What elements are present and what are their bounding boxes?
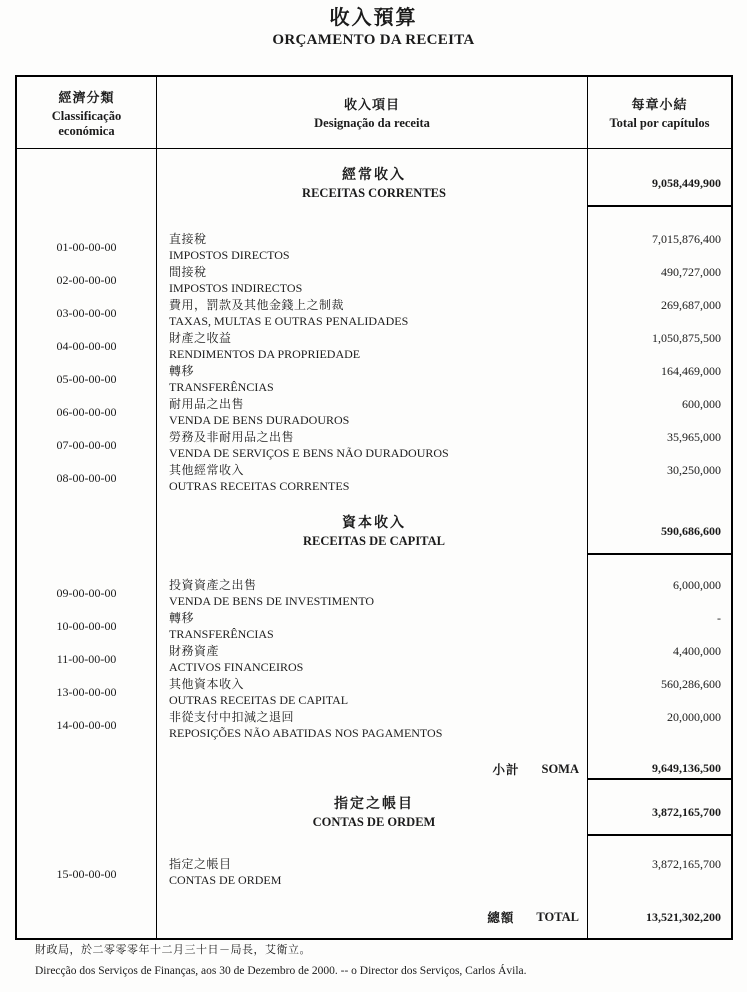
row-desc-zh: 財務資產 xyxy=(169,644,220,658)
subtotal-label-zh: 小計 xyxy=(492,763,520,777)
row-code: 09-00-00-00 xyxy=(17,577,157,610)
row-code: 05-00-00-00 xyxy=(17,363,157,396)
row-desc-pt: OUTRAS RECEITAS DE CAPITAL xyxy=(169,693,349,707)
header-revenue-designation xyxy=(157,77,588,148)
row-desc-pt: REPOSIÇÕES NÃO ABATIDAS NOS PAGAMENTOS xyxy=(169,726,443,740)
table-body xyxy=(17,149,731,938)
row-code: 14-00-00-00 xyxy=(17,709,157,742)
total-label-zh: 總額 xyxy=(487,911,515,925)
total-label-pt: TOTAL xyxy=(536,909,579,924)
section-title-zh: 指定之帳目 xyxy=(334,796,414,812)
row-desc-pt: VENDA DE BENS DE INVESTIMENTO xyxy=(169,594,375,608)
header-col3-zh: 每章小結 xyxy=(631,97,688,112)
header-col1-zh: 經濟分類 xyxy=(58,89,115,105)
section-title-pt: RECEITAS CORRENTES xyxy=(302,185,446,200)
row-amount: 600,000 xyxy=(682,397,721,411)
row-desc-zh: 指定之帳目 xyxy=(169,857,232,871)
row-amount: - xyxy=(717,611,721,625)
row-code: 08-00-00-00 xyxy=(17,462,157,495)
row-code: 11-00-00-00 xyxy=(17,643,157,676)
row-amount: 1,050,875,500 xyxy=(652,331,721,345)
table-header-row xyxy=(17,77,731,149)
row-code: 10-00-00-00 xyxy=(17,610,157,643)
header-col2-zh: 收入項目 xyxy=(343,97,400,112)
section-title-zh: 經常收入 xyxy=(342,167,406,183)
row-code: 03-00-00-00 xyxy=(17,297,157,330)
section-title-zh: 資本收入 xyxy=(342,515,406,531)
row-amount: 35,965,000 xyxy=(667,430,721,444)
row-desc-pt: VENDA DE BENS DURADOUROS xyxy=(169,413,350,427)
row-desc-zh: 財產之收益 xyxy=(169,331,232,345)
row-amount: 164,469,000 xyxy=(661,364,721,378)
section-amount: 9,058,449,900 xyxy=(588,161,731,207)
row-desc-pt: IMPOSTOS DIRECTOS xyxy=(169,248,290,262)
row-code: 02-00-00-00 xyxy=(17,264,157,297)
row-desc-pt: TRANSFERÊNCIAS xyxy=(169,380,274,394)
row-desc-pt: RENDIMENTOS DA PROPRIEDADE xyxy=(169,347,361,361)
document-title-block xyxy=(0,0,747,49)
row-desc-zh: 其他經常收入 xyxy=(169,463,245,477)
header-col1-pt: Classificação económica xyxy=(51,108,122,138)
subtotal-label-pt: SOMA xyxy=(541,761,579,776)
header-economic-classification xyxy=(17,77,157,148)
revenue-budget-table xyxy=(15,75,733,940)
row-amount: 490,727,000 xyxy=(661,265,721,279)
row-desc-pt: TAXAS, MULTAS E OUTRAS PENALIDADES xyxy=(169,314,409,328)
row-amount: 6,000,000 xyxy=(673,578,721,592)
row-amount: 4,400,000 xyxy=(673,644,721,658)
row-desc-pt: ACTIVOS FINANCEIROS xyxy=(169,660,304,674)
row-desc-pt: OUTRAS RECEITAS CORRENTES xyxy=(169,479,350,493)
row-amount: 7,015,876,400 xyxy=(652,232,721,246)
row-code: 01-00-00-00 xyxy=(17,231,157,264)
row-desc-pt: VENDA DE SERVIÇOS E BENS NÃO DURADOUROS xyxy=(169,446,449,460)
row-desc-zh: 費用，罰款及其他金錢上之制裁 xyxy=(169,298,345,312)
row-desc-zh: 其他資本收入 xyxy=(169,677,245,691)
row-code: 04-00-00-00 xyxy=(17,330,157,363)
signature-line-pt: Direcção dos Serviços de Finanças, aos 30 de Dezembro de 2000. -- o Director dos Serviços, Carlos Ávila. xyxy=(35,964,527,977)
section-title-pt: RECEITAS DE CAPITAL xyxy=(303,533,445,548)
row-desc-pt: TRANSFERÊNCIAS xyxy=(169,627,274,641)
row-desc-zh: 非從支付中扣減之退回 xyxy=(169,710,295,724)
row-desc-pt: IMPOSTOS INDIRECTOS xyxy=(169,281,303,295)
row-amount: 30,250,000 xyxy=(667,463,721,477)
row-desc-zh: 轉移 xyxy=(169,611,195,625)
row-desc-zh: 勞務及非耐用品之出售 xyxy=(169,430,295,444)
header-col3-pt: Total por capítulos xyxy=(609,116,710,130)
row-code: 13-00-00-00 xyxy=(17,676,157,709)
row-code: 15-00-00-00 xyxy=(17,856,157,892)
row-amount: 560,286,600 xyxy=(661,677,721,691)
row-amount: 20,000,000 xyxy=(667,710,721,724)
page-title-pt: ORÇAMENTO DA RECEITA xyxy=(272,32,475,48)
row-amount: 269,687,000 xyxy=(661,298,721,312)
header-chapter-total xyxy=(588,77,731,148)
subtotal-amount: 9,649,136,500 xyxy=(588,758,731,780)
row-desc-zh: 投資資產之出售 xyxy=(169,578,257,592)
total-amount: 13,521,302,200 xyxy=(646,910,721,924)
section-amount: 3,872,165,700 xyxy=(588,790,731,836)
row-desc-zh: 轉移 xyxy=(169,364,195,378)
row-desc-pt: CONTAS DE ORDEM xyxy=(169,873,282,887)
row-code: 07-00-00-00 xyxy=(17,429,157,462)
row-code: 06-00-00-00 xyxy=(17,396,157,429)
page-title-zh: 收入預算 xyxy=(329,7,418,29)
row-amount: 3,872,165,700 xyxy=(652,857,721,871)
header-col2-pt: Designação da receita xyxy=(314,116,430,130)
signature-line-zh: 財政局，於二零零零年十二月三十日－局長，艾衛立。 xyxy=(35,944,311,956)
row-desc-zh: 間接稅 xyxy=(169,265,207,279)
row-desc-zh: 直接稅 xyxy=(169,232,207,246)
row-desc-zh: 耐用品之出售 xyxy=(169,397,245,411)
signature-block xyxy=(35,940,527,983)
section-amount: 590,686,600 xyxy=(588,509,731,555)
section-title-pt: CONTAS DE ORDEM xyxy=(312,814,436,829)
